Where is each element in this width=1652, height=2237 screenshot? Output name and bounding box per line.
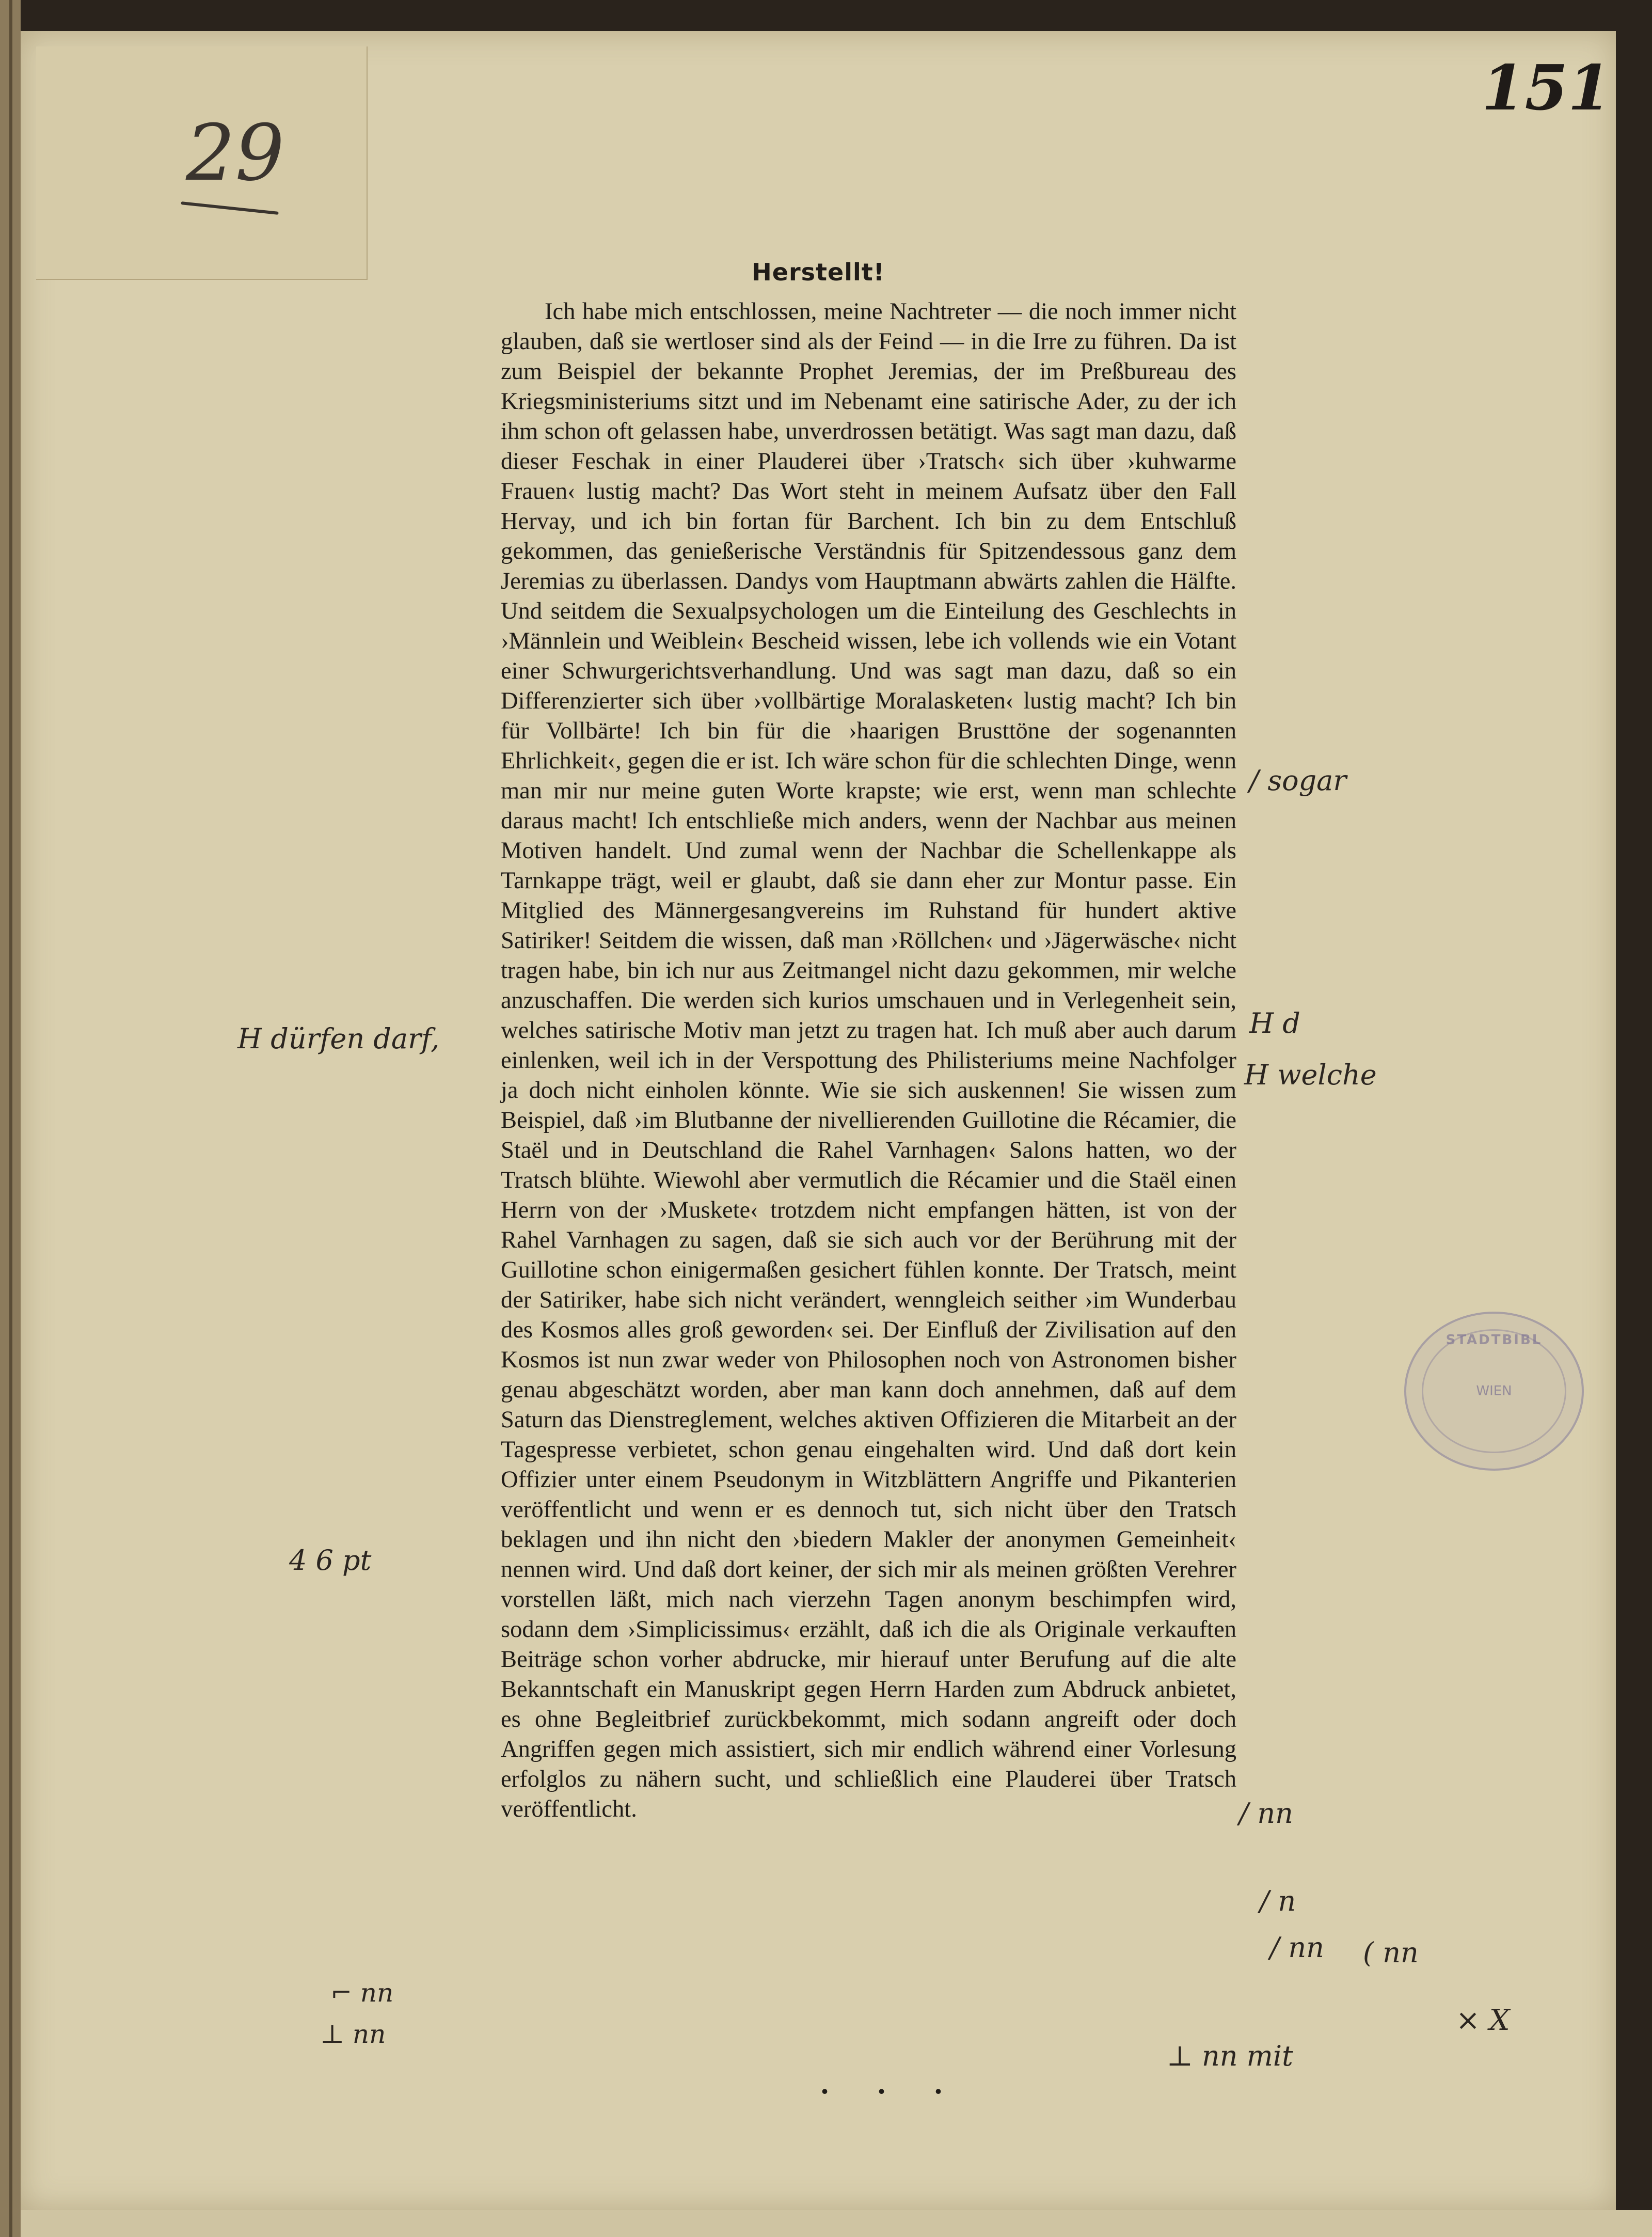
closing-ellipsis: . . .	[821, 2066, 963, 2100]
archive-number: 151	[1482, 52, 1611, 124]
folio-number: 29	[186, 108, 284, 198]
margin-note-bottom: ⊥ nn mit	[1167, 2040, 1293, 2072]
folio-underline	[181, 201, 279, 215]
margin-note-right-2: H d	[1249, 1007, 1300, 1039]
margin-note-left-4: ⊥ nn	[320, 2019, 386, 2049]
article-body	[501, 297, 1236, 1824]
stamp-text-inner: WIEN	[1422, 1329, 1566, 1453]
stamp-text-top: STADTBIBL	[1446, 1332, 1543, 1348]
margin-note-left-3: ⌐ nn	[330, 1978, 394, 2008]
article-paragraph: Ich habe mich entschlossen, meine Nachtreter — die noch immer nicht glauben, daß sie wertloser sind als der Feind — in die Irre zu führen. Da ist zum Beispiel der bekannte Prophet Jeremias, der im Preßbureau des Kriegsministeriums sitzt und im Nebenamt eine satirische Ader, zu der ich ihm schon oft gelassen habe, unverdrossen betätigt. Was sagt man dazu, daß dieser Feschak in einer Plauderei über ›Tratsch‹ sich über ›kuhwarme Frauen‹ lustig macht? Das Wort steht in meinem Aufsatz über den Fall Hervay, und ich bin fortan für Barchent. Ich bin zu dem Entschluß gekommen, das genießerische Verständnis für Spitzendessous ganz dem Jeremias zu überlassen. Dandys vom Hauptmann abwärts zahlen die Hälfte. Und seitdem die Sexualpsychologen um die Einteilung des Geschlechts in ›Männlein und Weiblein‹ Bescheid wissen, lebe ich vollends wie ein Votant einer Schwurgerichtsverhandlung. Und was sagt man dazu, daß so ein Differenzierter sich über ›vollbärtige Moralasketen‹ lustig macht? Ich bin für Vollbärte! Ich bin für die ›haarigen Brusttöne der sogenannten Ehrlichkeit‹, gegen die er ist. Ich wäre schon für die schlechten Dinge, wenn man mir nur meine guten Worte krapste; wie erst, wenn man schlechte daraus macht! Ich entschließe mich anders, wenn der Nachbar aus meinen Motiven handelt. Und zumal wenn der Nachbar die Schellenkappe als Tarnkappe trägt, weil er glaubt, daß sie dann eher zur Montur passe. Ein Mitglied des Männergesangvereins im Ruhstand für hundert aktive Satiriker! Seitdem die wissen, daß man ›Röllchen‹ und ›Jägerwäsche‹ nicht tragen habe, bin ich nur aus Zeitmangel nicht dazu gekommen, mir welche anzuschaffen. Die werden sich kurios umschauen und in Verlegenheit sein, welches satirische Motiv man jetzt zu tragen hat. Ich muß aber auch darum einlenken, weil ich in der Verspottung des Philisteriums meine Nachfolger ja doch nicht einholen könnte. Wie sie sich auskennen! Sie wissen zum Beispiel, daß ›im Blutbanne der nivellierenden Guillotine die Récamier, die Staël und in Deutschland die Rahel Varnhagen‹ Salons hatten, wo der Tratsch blühte. Wiewohl aber vermutlich die Récamier und die Staël einen Herrn von der ›Muskete‹ trotzdem nicht empfangen hätten, ist von der Rahel Varnhagen zu sagen, daß sie sich auch vor der Berührung mit der Guillotine schon einigermaßen gesichert fühlen konnte. Der Tratsch, meint der Satiriker, habe sich nicht verändert, wenngleich seither ›im Wunderbau des Kosmos alles groß geworden‹ sei. Der Einfluß der Zivilisation auf den Kosmos ist nun zwar weder von Philosophen noch von Astronomen bisher genau abgeschätzt worden, aber man kann doch annehmen, daß auf dem Saturn das Dienstreglement, welches aktiven Offizieren die Mitarbeit an der Tagespresse verbietet, schon genau eingehalten wird. Und daß dort kein Offizier unter einem Pseudonym in Witzblättern Angriffe und Pikanterien veröffentlicht und wenn er es dennoch tut, sich nicht über den Tratsch beklagen und ihn nicht den ›biedern Makler der anonymen Gemeinheit‹ nennen wird. Und daß dort keiner, der sich mir als meinen größten Verehrer vorstellen läßt, mich nach vierzehn Tagen anonym beschimpfen wird, sodann dem ›Simplicissimus‹ erzählt, daß ich die als Originale verkauften Beiträge schon vorher abdrucke, mir hierauf unter Berufung auf die alte Bekanntschaft ein Manuskript gegen Herrn Harden zum Abdruck anbietet, es ohne Begleitbrief zurückbekommt, mich sodann angreift oder doch Angriffen gegen mich assistiert, sich mir endlich während einer Vorlesung erfolglos zu nähern sucht, und schließlich eine Plauderei über Tratsch veröffentlicht.	[501, 298, 1236, 1822]
margin-note-left-1: H dürfen darf,	[237, 1022, 440, 1055]
article-title: Herstellt!	[752, 258, 885, 286]
margin-note-right-5: / n	[1260, 1885, 1296, 1917]
library-stamp	[1404, 1312, 1584, 1471]
folio-label-slip	[36, 46, 368, 280]
page-bottom-edge	[21, 2210, 1652, 2237]
margin-note-right-3: H welche	[1244, 1059, 1377, 1091]
margin-note-right-1: / sogar	[1249, 764, 1347, 797]
margin-note-right-6: / nn	[1270, 1931, 1324, 1964]
margin-note-left-2: 4 6 pt	[289, 1544, 372, 1577]
page-binding-edge	[0, 0, 21, 2237]
margin-note-right-7: ( nn	[1363, 1936, 1419, 1969]
margin-note-right-8: × X	[1456, 2004, 1510, 2037]
document-page	[21, 31, 1616, 2210]
margin-note-right-4: / nn	[1239, 1797, 1293, 1830]
